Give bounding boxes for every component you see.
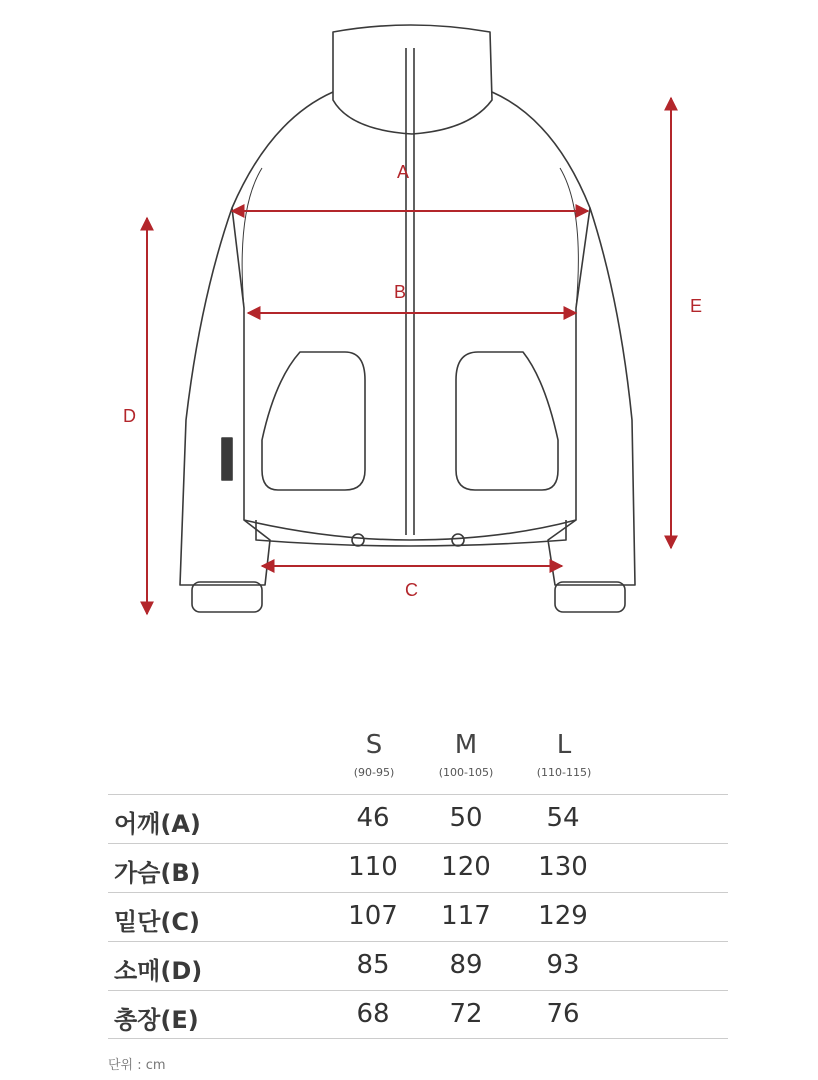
jacket-outline	[180, 25, 635, 612]
table-row	[108, 941, 728, 991]
table-row	[108, 990, 728, 1040]
cell-value: 89	[449, 950, 483, 980]
cell-value: 130	[538, 852, 588, 882]
cell-value: 76	[546, 999, 580, 1029]
hem-band	[256, 520, 566, 546]
label-e: E	[690, 296, 703, 316]
right-pocket	[456, 352, 558, 490]
label-a: A	[397, 162, 410, 182]
cell-value: 107	[348, 901, 398, 931]
label-d: D	[123, 406, 136, 426]
cell-value: 93	[546, 950, 580, 980]
size-header-m	[416, 730, 516, 779]
row-label: 총장(E)	[114, 1006, 199, 1034]
collar	[333, 25, 492, 134]
table-row	[108, 843, 728, 893]
table-row	[108, 794, 728, 844]
table-bottom-rule	[108, 1038, 728, 1039]
size-letter: L	[556, 730, 572, 760]
size-letter: M	[454, 730, 478, 760]
size-header-s	[324, 730, 424, 779]
row-label: 소매(D)	[114, 957, 203, 985]
row-label: 밑단(C)	[114, 908, 200, 936]
cell-value: 68	[356, 999, 390, 1029]
left-drawcord	[352, 534, 364, 546]
jacket-body	[232, 92, 590, 540]
size-letter: S	[365, 730, 383, 760]
cell-value: 72	[449, 999, 483, 1029]
size-chart-table	[0, 720, 818, 1080]
side-label-tab	[222, 438, 232, 480]
right-drawcord	[452, 534, 464, 546]
unit-note: 단위 : cm	[108, 1058, 166, 1073]
cell-value: 50	[449, 803, 483, 833]
cell-value: 129	[538, 901, 588, 931]
row-label: 어깨(A)	[114, 810, 201, 838]
cell-value: 117	[441, 901, 491, 931]
left-pocket	[262, 352, 365, 490]
label-c: C	[405, 580, 418, 600]
cell-value: 85	[356, 950, 390, 980]
size-range: (90-95)	[353, 766, 395, 779]
table-row	[108, 892, 728, 942]
right-sleeve	[548, 208, 635, 585]
size-range: (110-115)	[536, 766, 592, 779]
right-cuff	[555, 582, 625, 612]
row-label: 가슴(B)	[114, 859, 201, 887]
cell-value: 110	[348, 852, 398, 882]
cell-value: 46	[356, 803, 390, 833]
size-header-l	[514, 730, 614, 779]
left-cuff	[192, 582, 262, 612]
cell-value: 120	[441, 852, 491, 882]
size-range: (100-105)	[438, 766, 494, 779]
cell-value: 54	[546, 803, 580, 833]
label-b: B	[394, 282, 407, 302]
